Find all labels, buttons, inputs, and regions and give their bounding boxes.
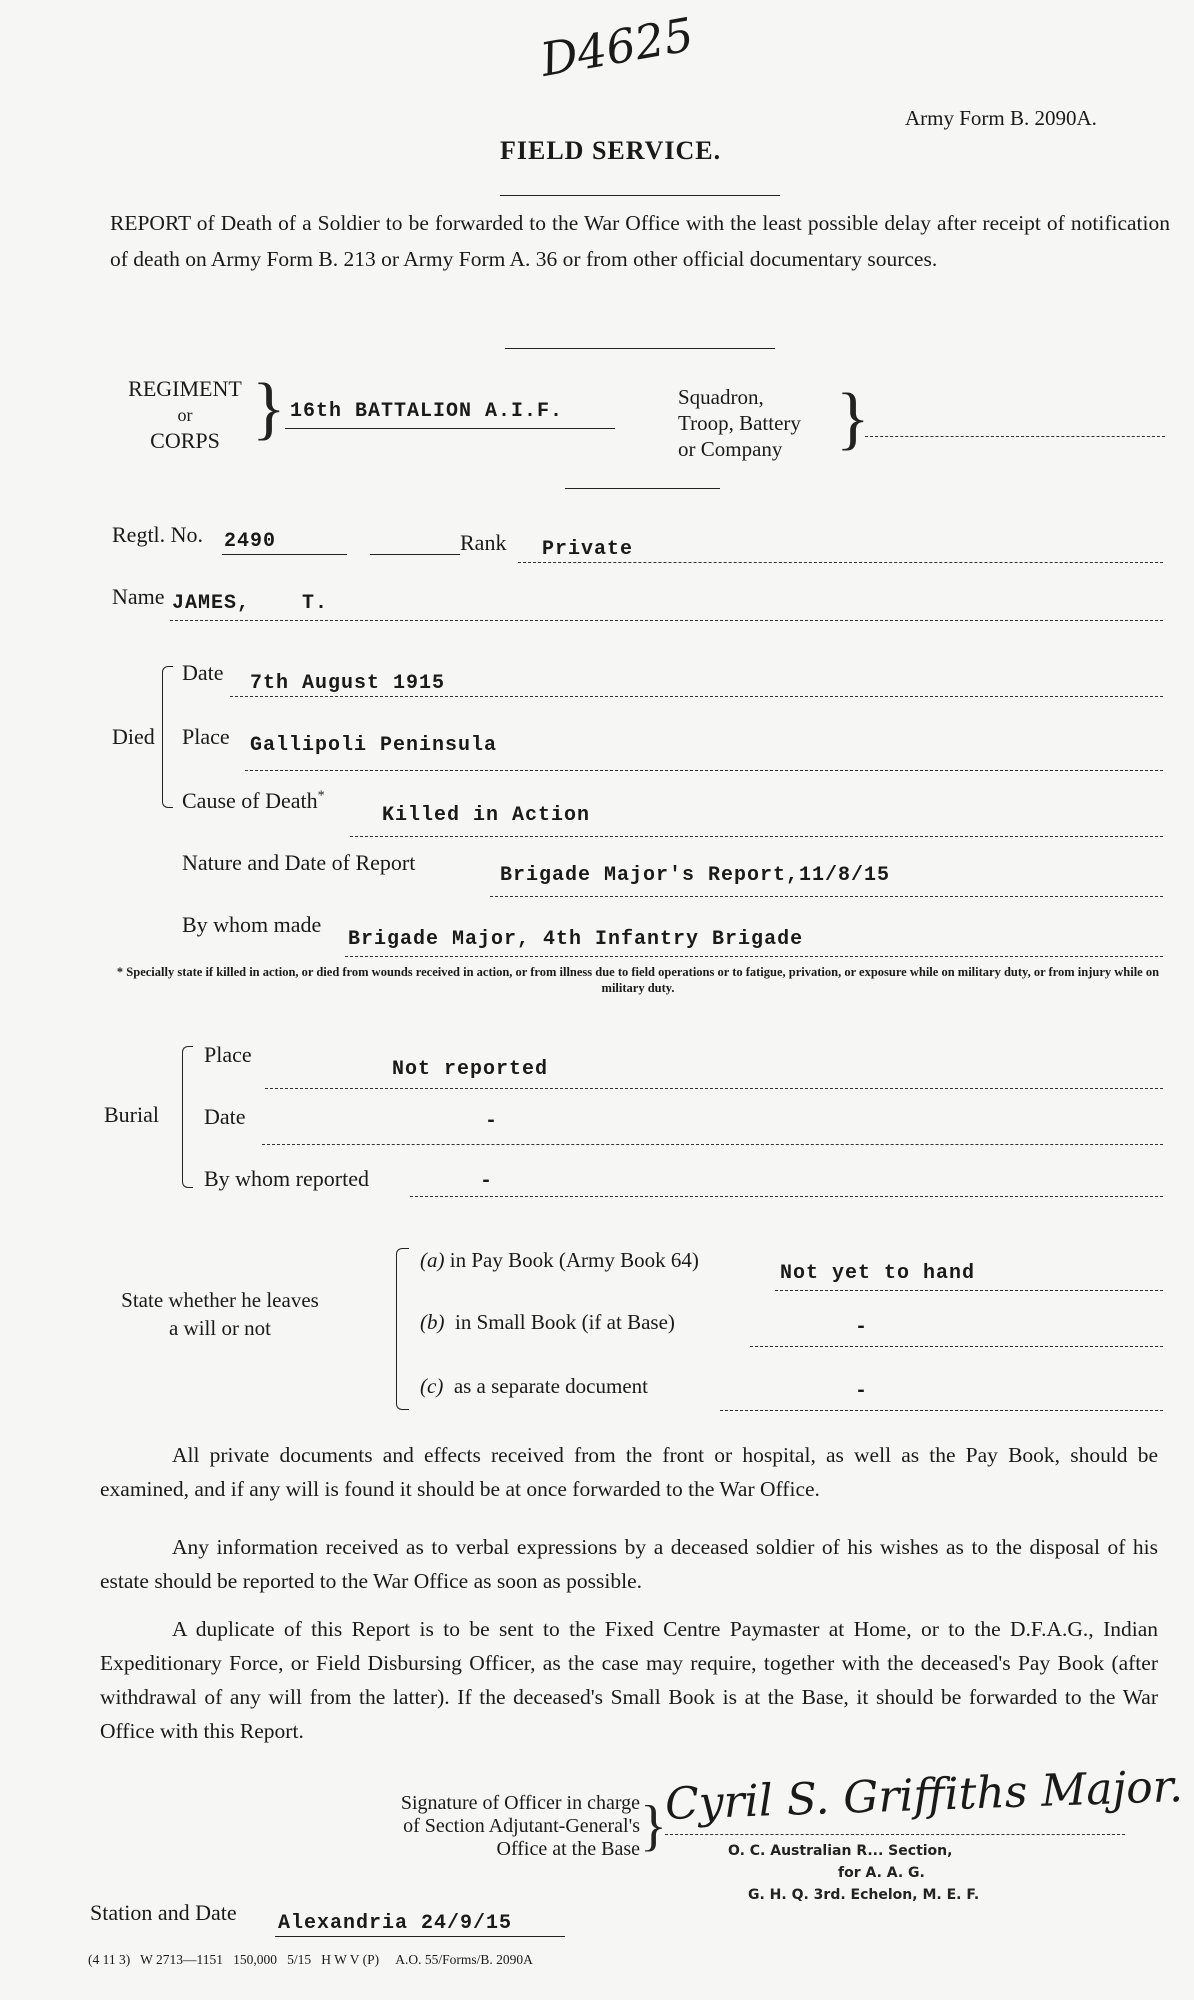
died-label: Died xyxy=(112,724,155,749)
name-value: JAMES, T. xyxy=(172,592,329,615)
by-whom-made-line xyxy=(345,956,1163,957)
page-title: FIELD SERVICE. xyxy=(500,136,722,165)
regiment-brace: } xyxy=(252,370,286,447)
cause-of-death-label: Cause of Death* xyxy=(182,788,325,813)
title-underline xyxy=(500,195,780,196)
rank-value: Private xyxy=(542,538,634,561)
will-c-value: - xyxy=(855,1380,869,1403)
nature-date-report-label: Nature and Date of Report xyxy=(182,850,416,875)
print-code: (4 11 3) W 2713—1151 150,000 5/15 H W V (P) A.O. 55/Forms/B. 2090A xyxy=(88,1952,533,1967)
regiment-label: REGIMENT or CORPS xyxy=(128,376,242,453)
died-date-label: Date xyxy=(182,660,224,685)
rank-label: Rank xyxy=(460,530,507,555)
signature-line xyxy=(665,1834,1125,1835)
handwritten-reference: D4625 xyxy=(536,7,698,87)
will-a-value: Not yet to hand xyxy=(780,1262,976,1285)
officer-stamp: O. C. Australian R... Section, for A. A. G. G. H. Q. 3rd. Echelon, M. E. F. xyxy=(728,1843,980,1903)
will-bracket xyxy=(396,1248,409,1410)
officer-signature: Cyril S. Griffiths Major. xyxy=(664,1760,1184,1831)
squadron-label: Squadron, Troop, Battery or Company xyxy=(678,385,801,461)
died-date-value: 7th August 1915 xyxy=(250,672,446,695)
burial-bracket xyxy=(182,1046,193,1188)
regtl-no-line-2 xyxy=(370,554,460,555)
name-line xyxy=(170,620,1163,621)
burial-by-whom-label: By whom reported xyxy=(204,1166,369,1191)
regtl-no-value: 2490 xyxy=(224,530,277,553)
instruction-paragraph-1: All private documents and effects received from the front or hospital, as well as the Pay Book, should be examined, and if any will is found it should be at once forwarded to the War Office. xyxy=(100,1443,1158,1501)
signature-label: Signature of Officer in charge of Section Adjutant-General's Office at the Base xyxy=(400,1792,640,1860)
intro-paragraph: REPORT of Death of a Soldier to be forwarded to the War Office with the least possible delay after receipt of notification of death on Army Form B. 213 or Army Form A. 36 or from other official documentary sources. xyxy=(110,211,1170,271)
died-place-value: Gallipoli Peninsula xyxy=(250,734,498,757)
station-date-value: Alexandria 24/9/15 xyxy=(278,1912,513,1935)
died-place-line xyxy=(245,770,1163,771)
rank-line xyxy=(518,562,1163,563)
will-b-value: - xyxy=(855,1316,869,1339)
will-a: (a) in Pay Book (Army Book 64) xyxy=(420,1248,699,1272)
will-question: State whether he leaves a will or not xyxy=(121,1288,319,1340)
will-a-line xyxy=(775,1290,1163,1291)
station-date-line xyxy=(275,1936,565,1937)
burial-place-value: Not reported xyxy=(392,1058,549,1081)
regiment-value: 16th BATTALION A.I.F. xyxy=(290,400,564,423)
will-c-line xyxy=(720,1410,1163,1411)
burial-place-line xyxy=(265,1088,1163,1089)
burial-place-label: Place xyxy=(204,1042,252,1067)
regtl-no-line xyxy=(222,554,347,555)
squadron-line xyxy=(865,436,1165,437)
instruction-paragraph-2: Any information received as to verbal expressions by a deceased soldier of his wishes as to the disposal of his estate should be reported to the War Office as soon as possible. xyxy=(100,1535,1158,1593)
intro-divider xyxy=(505,348,775,349)
signature-brace: } xyxy=(640,1795,667,1857)
cause-of-death-value: Killed in Action xyxy=(382,804,591,827)
burial-by-whom-value: - xyxy=(480,1170,494,1193)
burial-date-label: Date xyxy=(204,1104,246,1129)
unit-divider xyxy=(565,488,720,489)
will-b: (b) in Small Book (if at Base) xyxy=(420,1310,675,1334)
will-b-line xyxy=(750,1346,1163,1347)
regiment-line xyxy=(285,428,615,429)
squadron-brace: } xyxy=(836,380,870,457)
nature-date-report-line xyxy=(490,896,1163,897)
cause-of-death-line xyxy=(350,836,1163,837)
died-date-line xyxy=(230,696,1163,697)
footnote-marker: * xyxy=(317,788,325,804)
form-id: Army Form B. 2090A. xyxy=(905,106,1097,130)
burial-label: Burial xyxy=(104,1102,159,1127)
instruction-paragraph-3: A duplicate of this Report is to be sent to the Fixed Centre Paymaster at Home, or to the D.F.A.G., Indian Expeditionary Force, or Field Disbursing Officer, as the case may require, together with the deceased's Pay Book (after withdrawal of any will from the latter). If the deceased's Small Book is at the Base, it should be forwarded to the War Office with this Report. xyxy=(100,1617,1158,1743)
burial-by-whom-line xyxy=(410,1196,1163,1197)
by-whom-made-label: By whom made xyxy=(182,912,322,937)
station-date-label: Station and Date xyxy=(90,1900,237,1925)
nature-date-report-value: Brigade Major's Report,11/8/15 xyxy=(500,864,891,887)
will-c: (c) as a separate document xyxy=(420,1374,648,1398)
burial-date-value: - xyxy=(485,1110,499,1133)
died-bracket xyxy=(162,666,173,808)
regtl-no-label: Regtl. No. xyxy=(112,522,204,547)
footnote: * Specially state if killed in action, or died from wounds received in action, or from illness due to field operations or to fatigue, privation, or exposure while on military duty, or from injury while on military duty. xyxy=(116,965,1160,995)
name-label: Name xyxy=(112,584,165,609)
by-whom-made-value: Brigade Major, 4th Infantry Brigade xyxy=(348,928,804,951)
died-place-label: Place xyxy=(182,724,230,749)
burial-date-line xyxy=(262,1144,1163,1145)
